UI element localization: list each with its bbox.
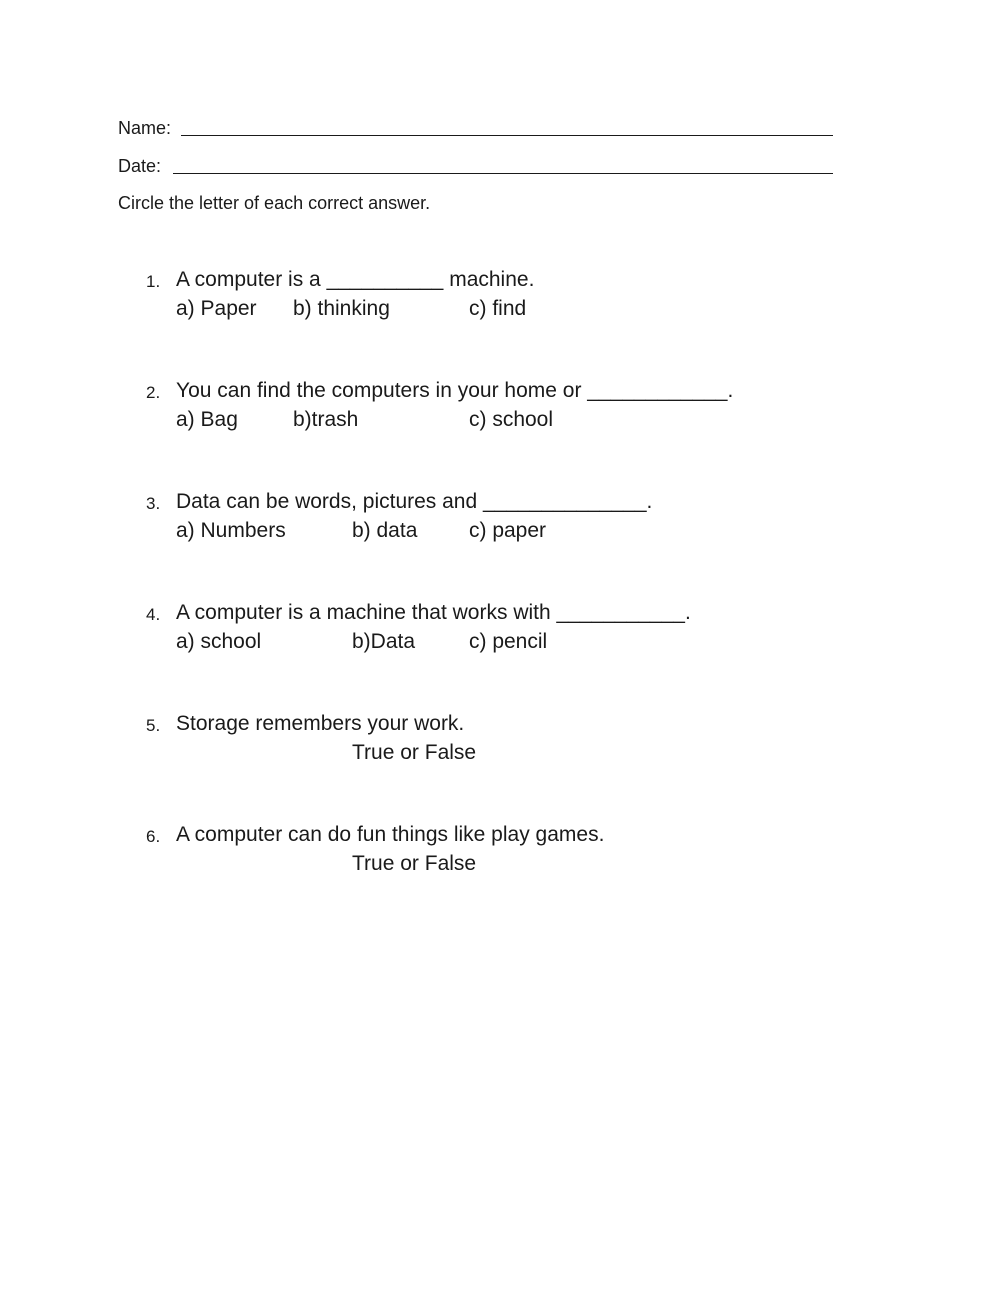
- question-2-text: You can find the computers in your home or ____________.: [176, 379, 734, 402]
- question-2-option-a[interactable]: a) Bag: [176, 408, 238, 431]
- question-4-number: 4.: [146, 605, 161, 624]
- question-5-true-false[interactable]: True or False: [352, 741, 477, 764]
- question-4-option-a[interactable]: a) school: [176, 630, 262, 653]
- question-5-text: Storage remembers your work.: [176, 712, 465, 735]
- question-6-text: A computer can do fun things like play games.: [176, 823, 605, 846]
- question-1-text: A computer is a __________ machine.: [176, 268, 535, 291]
- question-6-number: 6.: [146, 827, 161, 846]
- question-4-text: A computer is a machine that works with ___________.: [176, 601, 691, 624]
- question-3-text: Data can be words, pictures and ______________.: [176, 490, 653, 513]
- question-3-number: 3.: [146, 494, 161, 513]
- date-row: [118, 156, 161, 177]
- name-row: [118, 118, 171, 139]
- date-blank[interactable]: [173, 156, 833, 174]
- question-2-option-b[interactable]: b)trash: [293, 408, 359, 431]
- question-1-number: 1.: [146, 272, 161, 291]
- question-3-option-a[interactable]: a) Numbers: [176, 519, 286, 542]
- instructions: Circle the letter of each correct answer.: [118, 193, 431, 213]
- question-2-option-c[interactable]: c) school: [469, 408, 554, 431]
- question-1-option-c[interactable]: c) find: [469, 297, 527, 320]
- question-3-option-c[interactable]: c) paper: [469, 519, 547, 542]
- question-1-option-a[interactable]: a) Paper: [176, 297, 257, 320]
- name-blank[interactable]: [181, 118, 833, 136]
- question-5-number: 5.: [146, 716, 161, 735]
- question-4-option-c[interactable]: c) pencil: [469, 630, 548, 653]
- question-2-number: 2.: [146, 383, 161, 402]
- question-3-option-b[interactable]: b) data: [352, 519, 418, 542]
- name-label: Name:: [118, 118, 172, 138]
- question-6-true-false[interactable]: True or False: [352, 852, 477, 875]
- date-label: Date:: [118, 156, 162, 176]
- question-1-option-b[interactable]: b) thinking: [293, 297, 390, 320]
- question-4-option-b[interactable]: b)Data: [352, 630, 416, 653]
